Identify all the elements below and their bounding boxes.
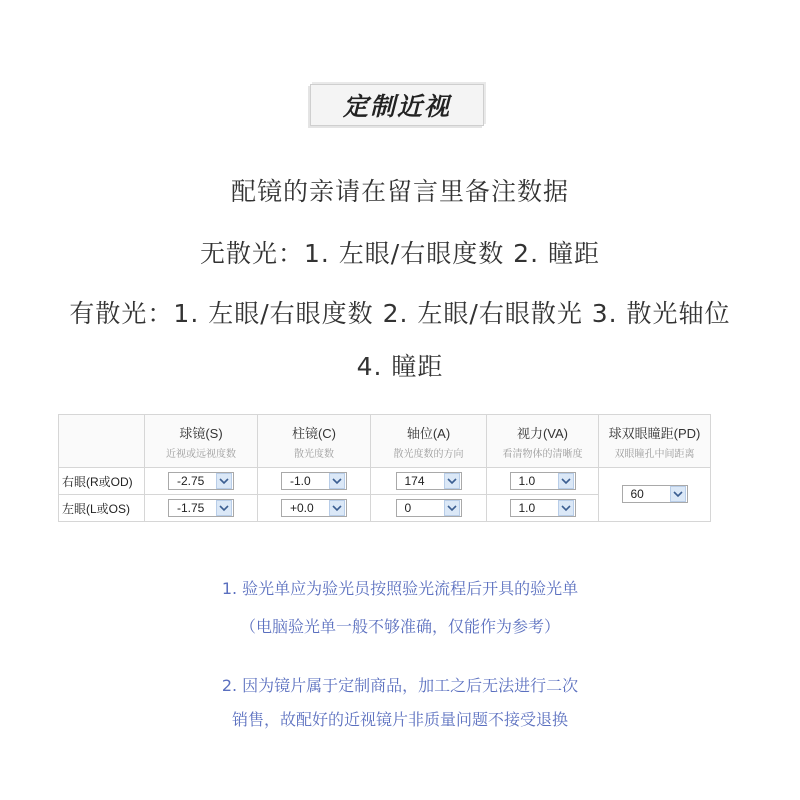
chevron-down-icon[interactable] <box>558 500 574 516</box>
left-cylinder-select[interactable] <box>281 499 347 517</box>
chevron-down-icon[interactable] <box>558 473 574 489</box>
header-axis <box>371 415 487 468</box>
prescription-table <box>58 414 711 522</box>
note-line-2: （电脑验光单一般不够准确，仅能作为参考） <box>239 617 560 636</box>
header-va <box>487 415 599 468</box>
chevron-down-icon[interactable] <box>216 473 232 489</box>
right-sphere-select[interactable] <box>168 472 234 490</box>
table-header-row <box>59 415 711 468</box>
chevron-down-icon[interactable] <box>216 500 232 516</box>
header-pd <box>599 415 711 468</box>
right-va-value: 1.0 <box>518 473 536 488</box>
header-cylinder-title: 柱镜(C) <box>291 425 337 441</box>
chevron-down-icon[interactable] <box>444 473 460 489</box>
right-axis-select[interactable] <box>396 472 462 490</box>
table-row-right-eye <box>59 468 711 495</box>
right-axis-value: 174 <box>404 473 425 488</box>
header-pd-title: 球双眼瞳距(PD) <box>608 425 701 441</box>
page-title: 定制近视 <box>342 92 451 121</box>
row-label-right-eye: 右眼(R或OD) <box>59 468 145 495</box>
header-pd-sub: 双眼瞳孔中间距离 <box>614 448 695 460</box>
right-sphere-value: -2.75 <box>177 473 205 488</box>
note-line-1: 1. 验光单应为验光员按照验光流程后开具的验光单 <box>221 579 579 598</box>
header-axis-sub: 散光度数的方向 <box>393 448 464 460</box>
chevron-down-icon[interactable] <box>670 486 686 502</box>
left-cylinder-value: +0.0 <box>290 500 314 515</box>
note-line-4: 销售，故配好的近视镜片非质量问题不接受退换 <box>231 710 568 729</box>
intro-line-1: 配镜的亲请在留言里备注数据 <box>230 177 569 206</box>
header-va-sub: 看清物体的清晰度 <box>502 448 583 460</box>
left-axis-value: 0 <box>404 500 412 515</box>
pd-value: 60 <box>630 487 644 502</box>
note-line-3: 2. 因为镜片属于定制商品，加工之后无法进行二次 <box>221 676 579 695</box>
intro-line-4: 4. 瞳距 <box>356 352 444 381</box>
header-sphere-sub: 近视或远视度数 <box>166 448 236 460</box>
pd-cell <box>599 468 711 522</box>
row-label-left-eye: 左眼(L或OS) <box>59 495 145 522</box>
chevron-down-icon[interactable] <box>444 500 460 516</box>
right-va-select[interactable] <box>510 472 576 490</box>
header-cylinder <box>258 415 371 468</box>
header-sphere-title: 球镜(S) <box>179 425 223 441</box>
chevron-down-icon[interactable] <box>329 500 345 516</box>
right-cylinder-select[interactable] <box>281 472 347 490</box>
left-sphere-value: -1.75 <box>177 500 205 515</box>
header-cylinder-sub: 散光度数 <box>294 448 334 460</box>
header-va-title: 视力(VA) <box>516 425 569 441</box>
left-axis-select[interactable] <box>396 499 462 517</box>
header-sphere <box>145 415 258 468</box>
right-cylinder-value: -1.0 <box>290 473 311 488</box>
pd-select[interactable] <box>622 485 688 503</box>
intro-line-3: 有散光：1. 左眼/右眼度数 2. 左眼/右眼散光 3. 散光轴位 <box>69 299 731 328</box>
header-empty <box>59 415 145 468</box>
left-va-value: 1.0 <box>518 500 536 515</box>
title-banner <box>310 84 484 126</box>
chevron-down-icon[interactable] <box>329 473 345 489</box>
left-va-select[interactable] <box>510 499 576 517</box>
left-sphere-select[interactable] <box>168 499 234 517</box>
header-axis-title: 轴位(A) <box>406 425 451 441</box>
intro-line-2: 无散光：1. 左眼/右眼度数 2. 瞳距 <box>200 239 600 268</box>
